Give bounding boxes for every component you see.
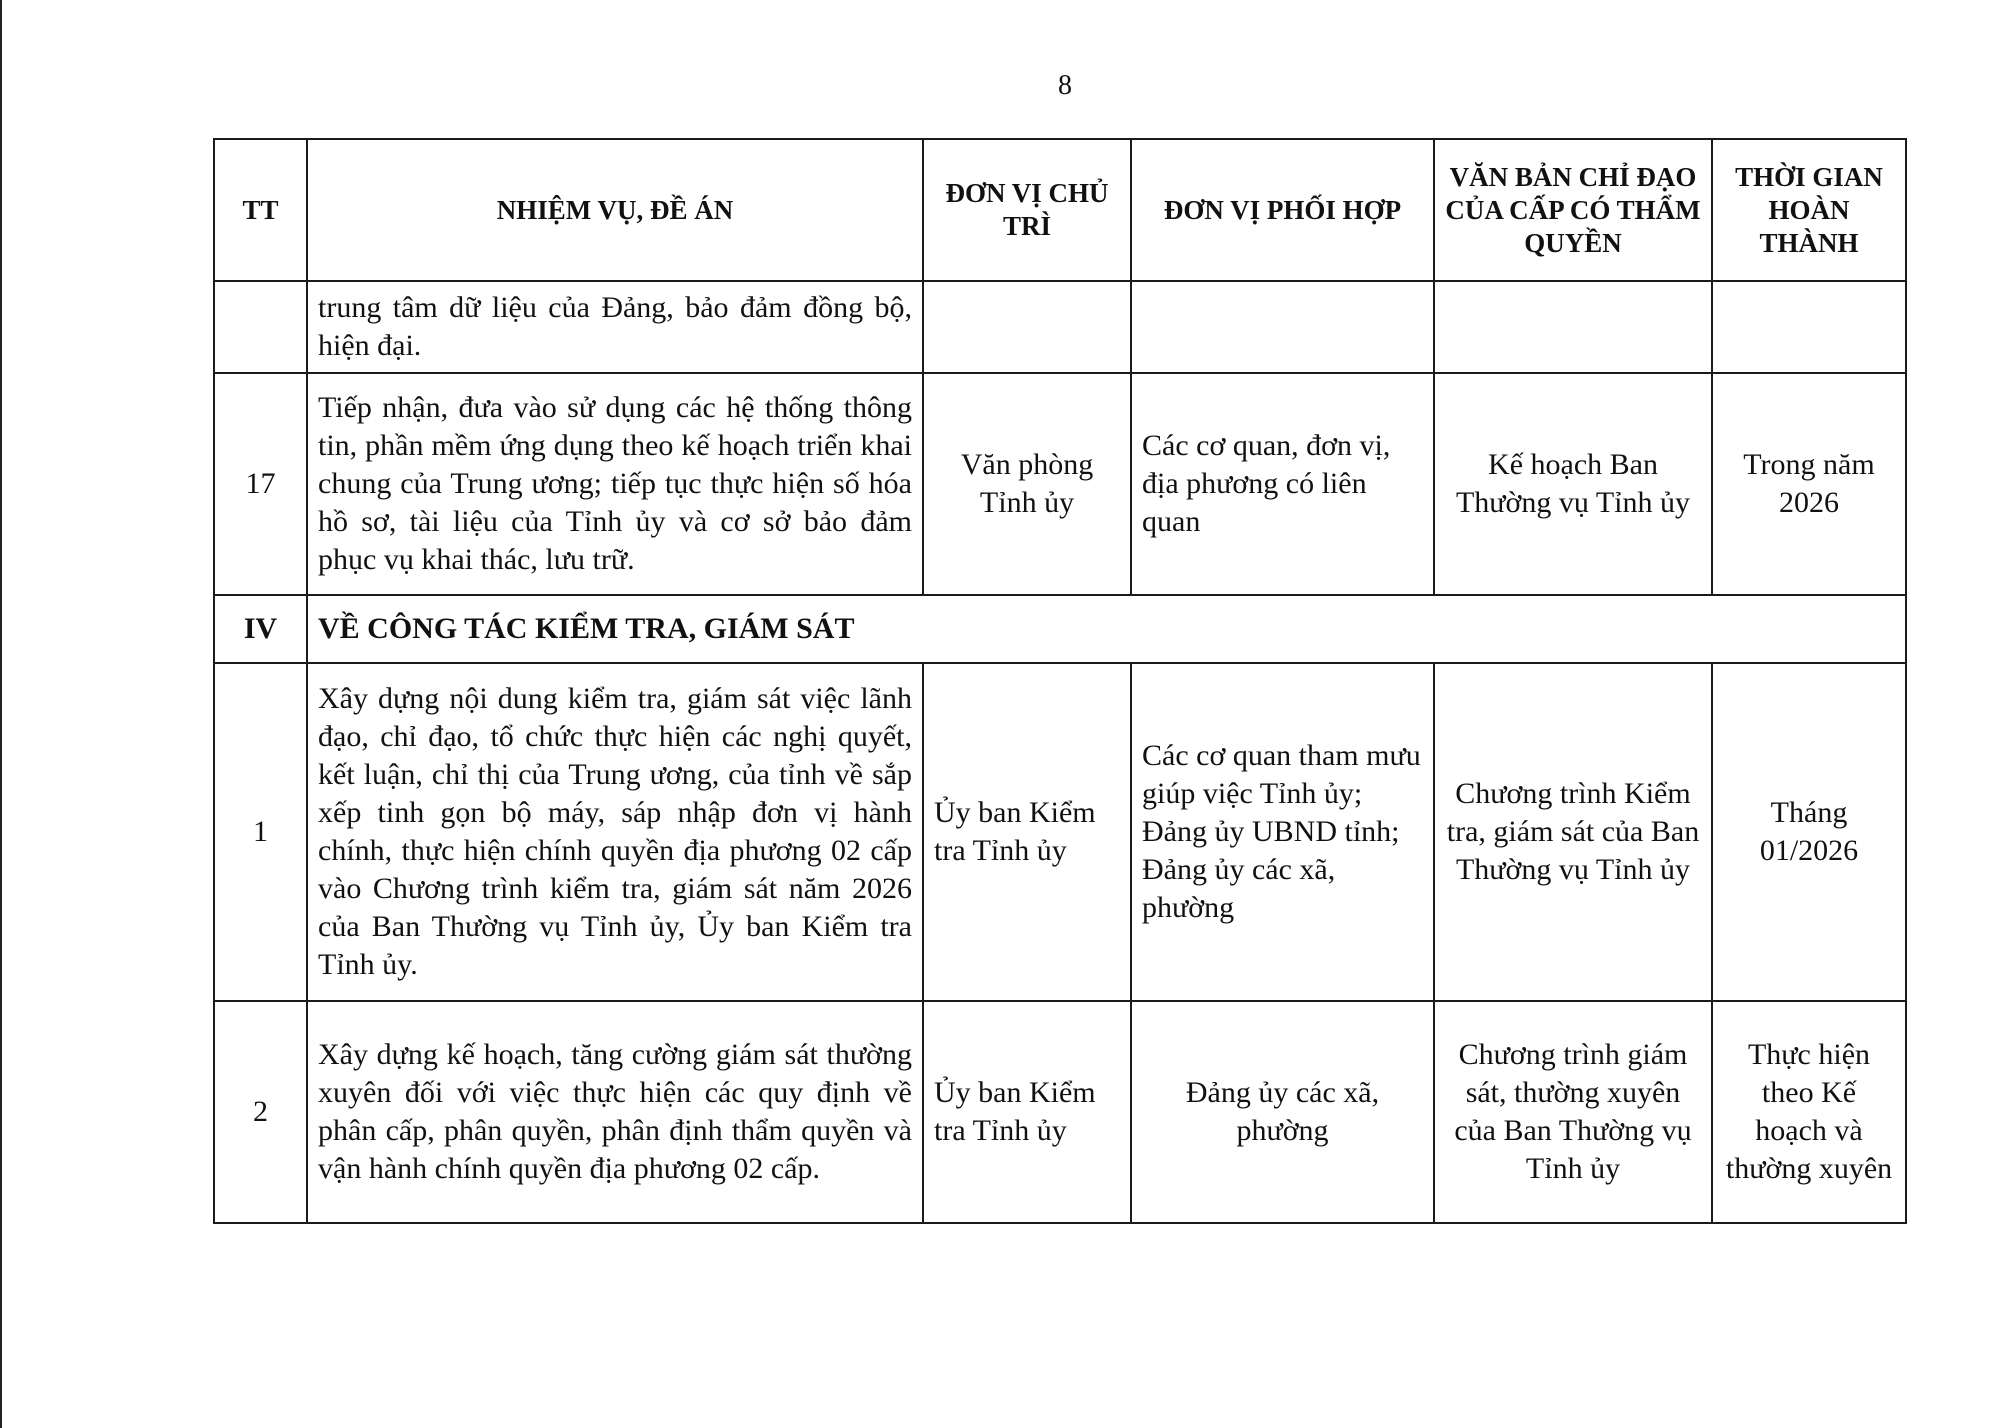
header-coordinating-unit: ĐƠN VỊ PHỐI HỢP	[1131, 139, 1434, 281]
header-directive-document: VĂN BẢN CHỈ ĐẠO CỦA CẤP CÓ THẨM QUYỀN	[1434, 139, 1712, 281]
page-number: 8	[1058, 70, 1072, 101]
cell-tt: 2	[214, 1001, 307, 1223]
table-row-iv-1	[214, 663, 1906, 1001]
table-row-17	[214, 373, 1906, 595]
cell-directive-document	[1434, 281, 1712, 373]
section-number: IV	[214, 595, 307, 663]
cell-completion-time: Trong năm 2026	[1712, 373, 1906, 595]
cell-coordinating-unit	[1131, 281, 1434, 373]
table-row-iv-2	[214, 1001, 1906, 1223]
cell-coordinating-unit: Các cơ quan tham mưu giúp việc Tỉnh ủy; Đảng ủy UBND tỉnh; Đảng ủy các xã, phường	[1131, 663, 1434, 1001]
cell-directive-document: Kế hoạch Ban Thường vụ Tỉnh ủy	[1434, 373, 1712, 595]
task-plan-table	[213, 138, 1907, 1224]
cell-lead-unit: Ủy ban Kiểm tra Tỉnh ủy	[923, 1001, 1131, 1223]
cell-completion-time: Thực hiện theo Kế hoạch và thường xuyên	[1712, 1001, 1906, 1223]
cell-tt: 1	[214, 663, 307, 1001]
table-header-row	[214, 139, 1906, 281]
cell-task: Tiếp nhận, đưa vào sử dụng các hệ thống thông tin, phần mềm ứng dụng theo kế hoạch triển khai chung của Trung ương; tiếp tục thực hiện số hóa hồ sơ, tài liệu của Tỉnh ủy và cơ sở bảo đảm phục vụ khai thác, lưu trữ.	[307, 373, 923, 595]
section-row-iv	[214, 595, 1906, 663]
cell-lead-unit: Ủy ban Kiểm tra Tỉnh ủy	[923, 663, 1131, 1001]
cell-directive-document: Chương trình Kiểm tra, giám sát của Ban Thường vụ Tỉnh ủy	[1434, 663, 1712, 1001]
header-tt: TT	[214, 139, 307, 281]
cell-tt	[214, 281, 307, 373]
cell-completion-time: Tháng 01/2026	[1712, 663, 1906, 1001]
cell-completion-time	[1712, 281, 1906, 373]
section-title: VỀ CÔNG TÁC KIỂM TRA, GIÁM SÁT	[307, 595, 1906, 663]
page-left-edge	[0, 0, 2, 1428]
cell-coordinating-unit: Đảng ủy các xã, phường	[1131, 1001, 1434, 1223]
header-task: NHIỆM VỤ, ĐỀ ÁN	[307, 139, 923, 281]
cell-coordinating-unit: Các cơ quan, đơn vị, địa phương có liên quan	[1131, 373, 1434, 595]
cell-task: Xây dựng kế hoạch, tăng cường giám sát thường xuyên đối với việc thực hiện các quy định về phân cấp, phân quyền, phân định thẩm quyền và vận hành chính quyền địa phương 02 cấp.	[307, 1001, 923, 1223]
cell-directive-document: Chương trình giám sát, thường xuyên của Ban Thường vụ Tỉnh ủy	[1434, 1001, 1712, 1223]
header-lead-unit: ĐƠN VỊ CHỦ TRÌ	[923, 139, 1131, 281]
table-row-continuation	[214, 281, 1906, 373]
cell-lead-unit	[923, 281, 1131, 373]
cell-task: trung tâm dữ liệu của Đảng, bảo đảm đồng bộ, hiện đại.	[307, 281, 923, 373]
cell-lead-unit: Văn phòng Tỉnh ủy	[923, 373, 1131, 595]
cell-tt: 17	[214, 373, 307, 595]
header-completion-time: THỜI GIAN HOÀN THÀNH	[1712, 139, 1906, 281]
cell-task: Xây dựng nội dung kiểm tra, giám sát việc lãnh đạo, chỉ đạo, tổ chức thực hiện các nghị quyết, kết luận, chỉ thị của Trung ương, của tỉnh về sắp xếp tinh gọn bộ máy, sáp nhập đơn vị hành chính, thực hiện chính quyền địa phương 02 cấp vào Chương trình kiểm tra, giám sát năm 2026 của Ban Thường vụ Tỉnh ủy, Ủy ban Kiểm tra Tỉnh ủy.	[307, 663, 923, 1001]
